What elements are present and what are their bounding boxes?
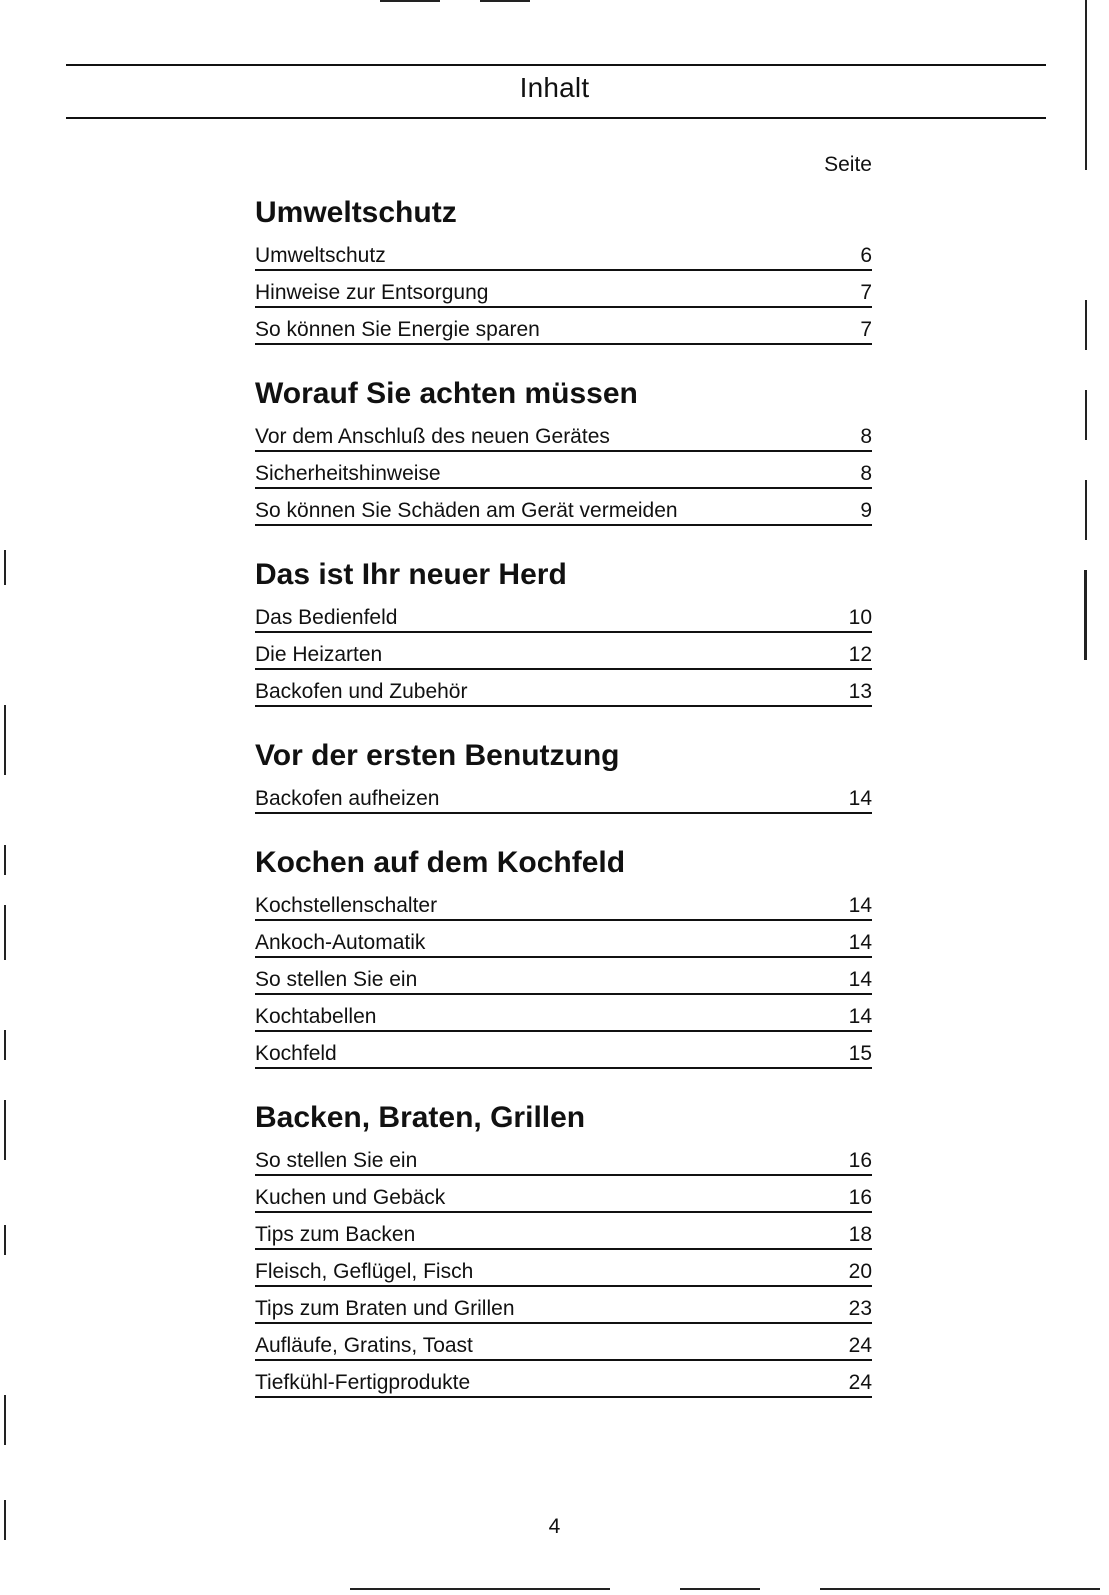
toc-entry-page: 15 (848, 1042, 872, 1065)
section-heading: Das ist Ihr neuer Herd (255, 558, 567, 591)
toc-entry (255, 958, 872, 995)
toc-entry-title: So stellen Sie ein (255, 968, 418, 991)
toc-entry-title: So können Sie Schäden am Gerät vermeiden (255, 499, 678, 522)
toc-entry-title: Aufläufe, Gratins, Toast (255, 1334, 473, 1357)
toc-entry (255, 489, 872, 526)
section-heading: Worauf Sie achten müssen (255, 377, 638, 410)
toc-entry (255, 1213, 872, 1250)
toc-entry-page: 14 (848, 931, 872, 954)
toc-entry (255, 1176, 872, 1213)
toc-entry-page: 13 (848, 680, 872, 703)
header-bottom-rule (66, 117, 1046, 119)
toc-entry-page: 24 (848, 1371, 872, 1394)
toc-entry (255, 995, 872, 1032)
toc-entry-title: Ankoch-Automatik (255, 931, 426, 954)
scan-edge-line (4, 1500, 6, 1540)
toc-entry-page: 18 (848, 1223, 872, 1246)
toc-entry-title: Umweltschutz (255, 244, 386, 267)
scan-edge-line (4, 1225, 6, 1255)
toc-entry (255, 1139, 872, 1176)
toc-section (255, 377, 872, 526)
page-number: 4 (548, 1515, 561, 1538)
page-title: Inhalt (519, 72, 590, 103)
toc-entry (255, 884, 872, 921)
toc-entry-page: 23 (848, 1297, 872, 1320)
toc-entry-page: 14 (848, 1005, 872, 1028)
scan-edge-line (680, 1588, 760, 1590)
toc-entry (255, 308, 872, 345)
scan-edge-line (4, 550, 6, 585)
section-heading: Kochen auf dem Kochfeld (255, 846, 626, 879)
toc-entry-page: 14 (848, 968, 872, 991)
toc-entry (255, 452, 872, 489)
scan-edge-line (4, 1100, 6, 1160)
toc-entry-page: 7 (860, 318, 872, 341)
scan-edge-line (4, 1395, 6, 1445)
toc-entry (255, 633, 872, 670)
toc-entry (255, 1250, 872, 1287)
scan-edge-line (1085, 480, 1087, 540)
scan-edge-line (4, 705, 6, 775)
toc-section (255, 1101, 872, 1398)
toc-entry (255, 415, 872, 452)
toc-entry (255, 670, 872, 707)
toc-entry-title: So können Sie Energie sparen (255, 318, 540, 341)
toc-entry (255, 921, 872, 958)
toc-entry-title: Die Heizarten (255, 643, 383, 666)
toc-entry-page: 16 (848, 1149, 872, 1172)
toc-entry-page: 8 (860, 425, 872, 448)
toc-entry (255, 777, 872, 814)
scan-edge-line (480, 0, 530, 2)
toc-entry-page: 12 (848, 643, 872, 666)
toc-entry-page: 24 (848, 1334, 872, 1357)
page-column-label: Seite (824, 153, 872, 176)
scan-edge-line (1085, 390, 1087, 440)
scan-edge-line (4, 845, 6, 875)
section-heading: Backen, Braten, Grillen (255, 1101, 586, 1134)
toc-entry-title: Kuchen und Gebäck (255, 1186, 446, 1209)
toc-entry-title: Vor dem Anschluß des neuen Gerätes (255, 425, 610, 448)
toc-entry (255, 596, 872, 633)
scan-edge-line (380, 0, 440, 2)
toc-entry (255, 271, 872, 308)
toc-section (255, 846, 872, 1069)
toc-entry (255, 1361, 872, 1398)
scan-edge-line (1084, 570, 1087, 660)
toc-section (255, 558, 872, 707)
scan-edge-line (1085, 300, 1087, 350)
toc-entry (255, 1287, 872, 1324)
toc-entry-page: 8 (860, 462, 872, 485)
section-heading: Umweltschutz (255, 196, 457, 229)
scan-edge-line (4, 1030, 6, 1060)
toc-entry-page: 10 (848, 606, 872, 629)
toc-entry-page: 6 (860, 244, 872, 267)
toc-entry-title: Tiefkühl-Fertigprodukte (255, 1371, 471, 1394)
toc-entry-title: Kochstellenschalter (255, 894, 438, 917)
toc-entry-title: Backofen aufheizen (255, 787, 440, 810)
toc-entry-page: 7 (860, 281, 872, 304)
scan-edge-line (350, 1588, 610, 1590)
toc-entry-page: 16 (848, 1186, 872, 1209)
toc-entry-title: Backofen und Zubehör (255, 680, 468, 703)
scan-edge-line (820, 1588, 1100, 1590)
toc-entry (255, 1032, 872, 1069)
toc-entry-title: Tips zum Braten und Grillen (255, 1297, 515, 1320)
toc-entry (255, 1324, 872, 1361)
toc-entry-page: 20 (848, 1260, 872, 1283)
toc-entry-page: 14 (848, 787, 872, 810)
table-of-contents (255, 196, 872, 1398)
toc-entry-title: Kochfeld (255, 1042, 337, 1065)
toc-entry-title: Hinweise zur Entsorgung (255, 281, 489, 304)
toc-entry-title: Sicherheitshinweise (255, 462, 441, 485)
toc-entry-page: 14 (848, 894, 872, 917)
scan-edge-line (4, 905, 6, 960)
toc-entry-title: Das Bedienfeld (255, 606, 398, 629)
header-top-rule (66, 64, 1046, 66)
toc-entry-title: Tips zum Backen (255, 1223, 416, 1246)
scan-edge-line (1085, 0, 1087, 170)
toc-entry-title: So stellen Sie ein (255, 1149, 418, 1172)
toc-section (255, 739, 872, 814)
toc-entry-title: Kochtabellen (255, 1005, 377, 1028)
toc-entry-title: Fleisch, Geflügel, Fisch (255, 1260, 474, 1283)
toc-section (255, 196, 872, 345)
toc-entry (255, 234, 872, 271)
section-heading: Vor der ersten Benutzung (255, 739, 620, 772)
toc-entry-page: 9 (860, 499, 872, 522)
